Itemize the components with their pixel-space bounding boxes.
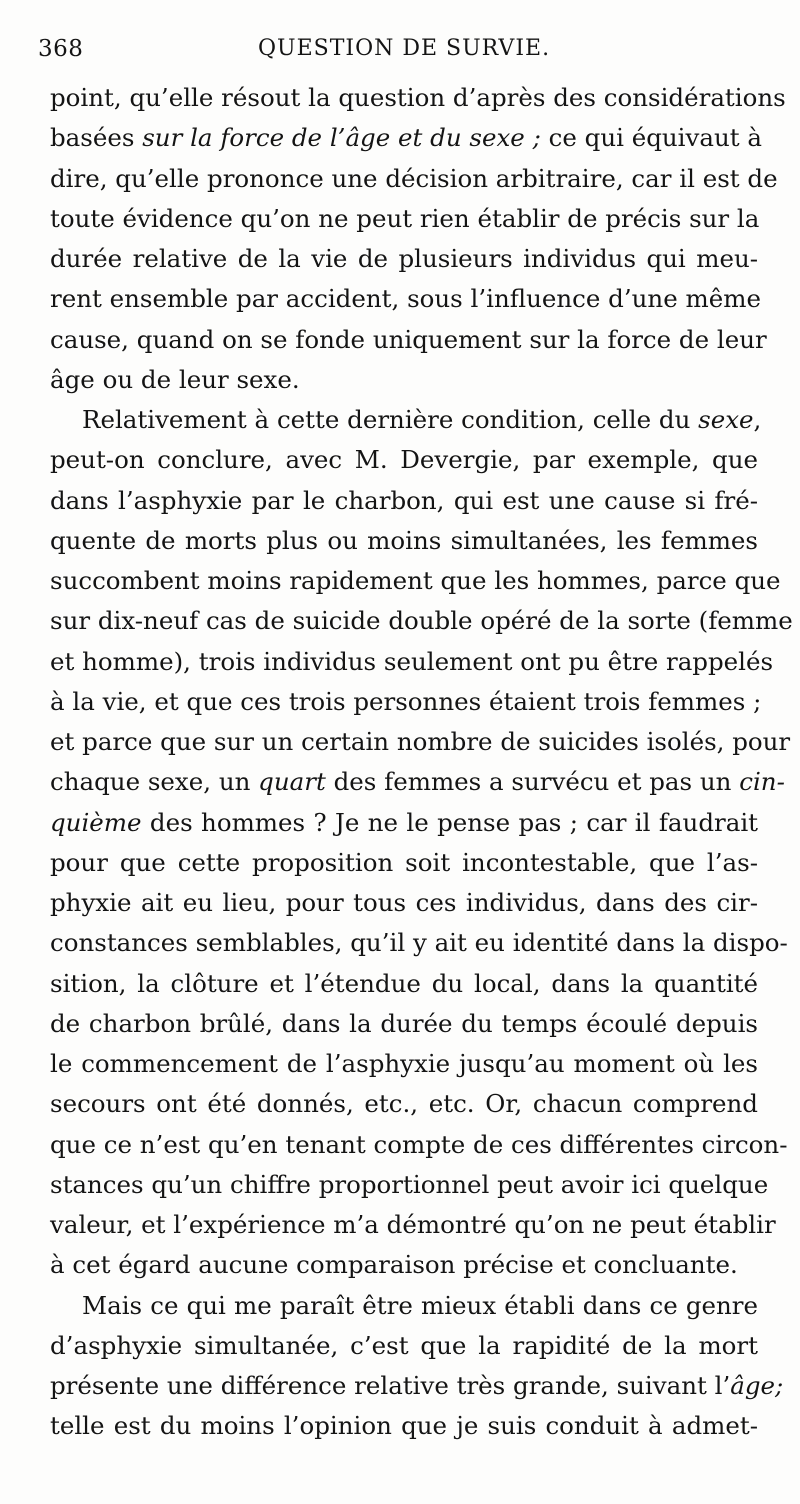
text-line — [50, 239, 758, 279]
text-segment: sur dix-neuf cas de suicide double opéré de la sorte (femme — [50, 606, 793, 636]
text-line — [50, 159, 778, 199]
paragraph — [50, 1286, 784, 1447]
text-segment: stances qu’un chiffre proportionnel peut avoir ici quelque — [50, 1169, 769, 1199]
text-segment: succombent moins rapidement que les hommes, parce que — [50, 566, 781, 595]
text-line — [50, 1245, 758, 1285]
text-segment: Relativement à cette dernière condition, celle du — [82, 405, 699, 434]
text-line — [50, 118, 762, 158]
text-segment: phyxie ait eu lieu, pour tous ces individus, dans des cir- — [50, 888, 758, 917]
text-line — [50, 923, 788, 963]
text-line — [50, 78, 786, 118]
text-line — [50, 762, 785, 802]
italic-text: quième — [50, 807, 142, 837]
text-segment: peut-on conclure, avec M. Devergie, par exemple, que — [50, 445, 758, 475]
text-segment: dire, qu’elle prononce une décision arbitraire, car il est de — [50, 163, 778, 193]
text-segment: point, qu’elle résout la question d’après des considérations — [50, 83, 786, 112]
text-segment: âge ou de leur sexe. — [50, 364, 300, 394]
text-segment: toute évidence qu’on ne peut rien établir de précis sur la — [50, 203, 760, 233]
text-line — [50, 1366, 784, 1406]
paragraph — [50, 78, 786, 400]
page-number: 368 — [38, 36, 84, 62]
text-segment: basées — [50, 123, 143, 153]
text-segment: à cet égard aucune comparaison précise et concluante. — [50, 1250, 738, 1280]
text-segment: cause, quand on se fonde uniquement sur la force de leur — [50, 324, 767, 354]
text-segment: à la vie, et que ces trois personnes étaient trois femmes ; — [50, 686, 762, 716]
italic-text: âge; — [730, 1371, 784, 1400]
text-segment: quente de morts plus ou moins simultanées, les femmes — [50, 525, 758, 555]
text-line — [50, 843, 758, 883]
text-line — [50, 883, 758, 923]
text-segment: , — [753, 405, 762, 434]
text-segment: d’asphyxie simultanée, c’est que la rapidité de la mort — [50, 1330, 758, 1360]
text-line — [50, 964, 758, 1004]
text-line — [50, 642, 774, 682]
text-line — [50, 722, 791, 762]
text-segment: valeur, et l’expérience m’a démontré qu’on ne peut établir — [50, 1210, 776, 1239]
text-line — [50, 1125, 788, 1165]
text-line — [50, 440, 758, 480]
text-line — [50, 1044, 758, 1084]
text-segment: secours ont été donnés, etc., etc. Or, chacun comprend — [50, 1089, 758, 1119]
text-line — [50, 360, 758, 400]
page-header — [38, 36, 752, 68]
text-segment: des hommes ? Je ne le pense pas ; car il faudrait — [141, 807, 758, 837]
text-line — [50, 561, 781, 601]
text-segment: durée relative de la vie de plusieurs individus qui meu- — [50, 244, 758, 273]
text-line — [50, 1205, 776, 1245]
body-text — [50, 78, 793, 1447]
text-segment: ce qui équivaut à — [540, 123, 762, 153]
text-segment: Mais ce qui me paraît être mieux établi dans ce genre — [82, 1290, 758, 1320]
text-segment: telle est du moins l’opinion que je suis conduit à admet- — [50, 1411, 758, 1441]
text-line — [50, 320, 767, 360]
text-line — [50, 1326, 758, 1366]
text-line — [50, 1165, 769, 1205]
italic-text: sexe — [698, 405, 754, 434]
text-line — [50, 682, 762, 722]
text-line — [50, 521, 758, 561]
text-segment: et parce que sur un certain nombre de suicides isolés, pour — [50, 727, 791, 756]
text-line — [50, 1286, 758, 1326]
running-head: QUESTION DE SURVIE. — [258, 36, 551, 61]
text-line — [50, 481, 758, 521]
text-segment: que ce n’est qu’en tenant compte de ces différentes circon- — [50, 1129, 788, 1159]
paragraph — [50, 400, 793, 1286]
italic-text: quart — [258, 767, 326, 797]
text-line — [50, 803, 758, 843]
text-segment: présente une différence relative très grande, suivant l’ — [50, 1371, 731, 1400]
text-segment: rent ensemble par accident, sous l’influence d’une même — [50, 284, 761, 314]
italic-text: cin- — [739, 767, 785, 797]
text-segment: des femmes a survécu et pas un — [325, 767, 740, 797]
text-line — [50, 199, 758, 239]
text-line — [50, 279, 761, 319]
text-segment: chaque sexe, un — [50, 767, 259, 797]
text-segment: de charbon brûlé, dans la durée du temps écoulé depuis — [50, 1008, 758, 1038]
text-segment: constances semblables, qu’il y ait eu identité dans la dispo- — [50, 928, 788, 958]
text-line — [50, 1004, 758, 1044]
text-line — [50, 400, 762, 440]
text-segment: sition, la clôture et l’étendue du local, dans la quantité — [50, 968, 758, 998]
text-line — [50, 1084, 758, 1124]
text-segment: pour que cette proposition soit incontestable, que l’as- — [50, 847, 758, 877]
text-line — [50, 601, 793, 641]
text-segment: et homme), trois individus seulement ont pu être rappelés — [50, 646, 774, 676]
text-line — [50, 1406, 758, 1446]
text-segment: le commencement de l’asphyxie jusqu’au moment où les — [50, 1049, 758, 1078]
italic-text: sur la force de l’âge et du sexe ; — [142, 123, 541, 153]
text-segment: dans l’asphyxie par le charbon, qui est une cause si fré- — [50, 485, 758, 515]
